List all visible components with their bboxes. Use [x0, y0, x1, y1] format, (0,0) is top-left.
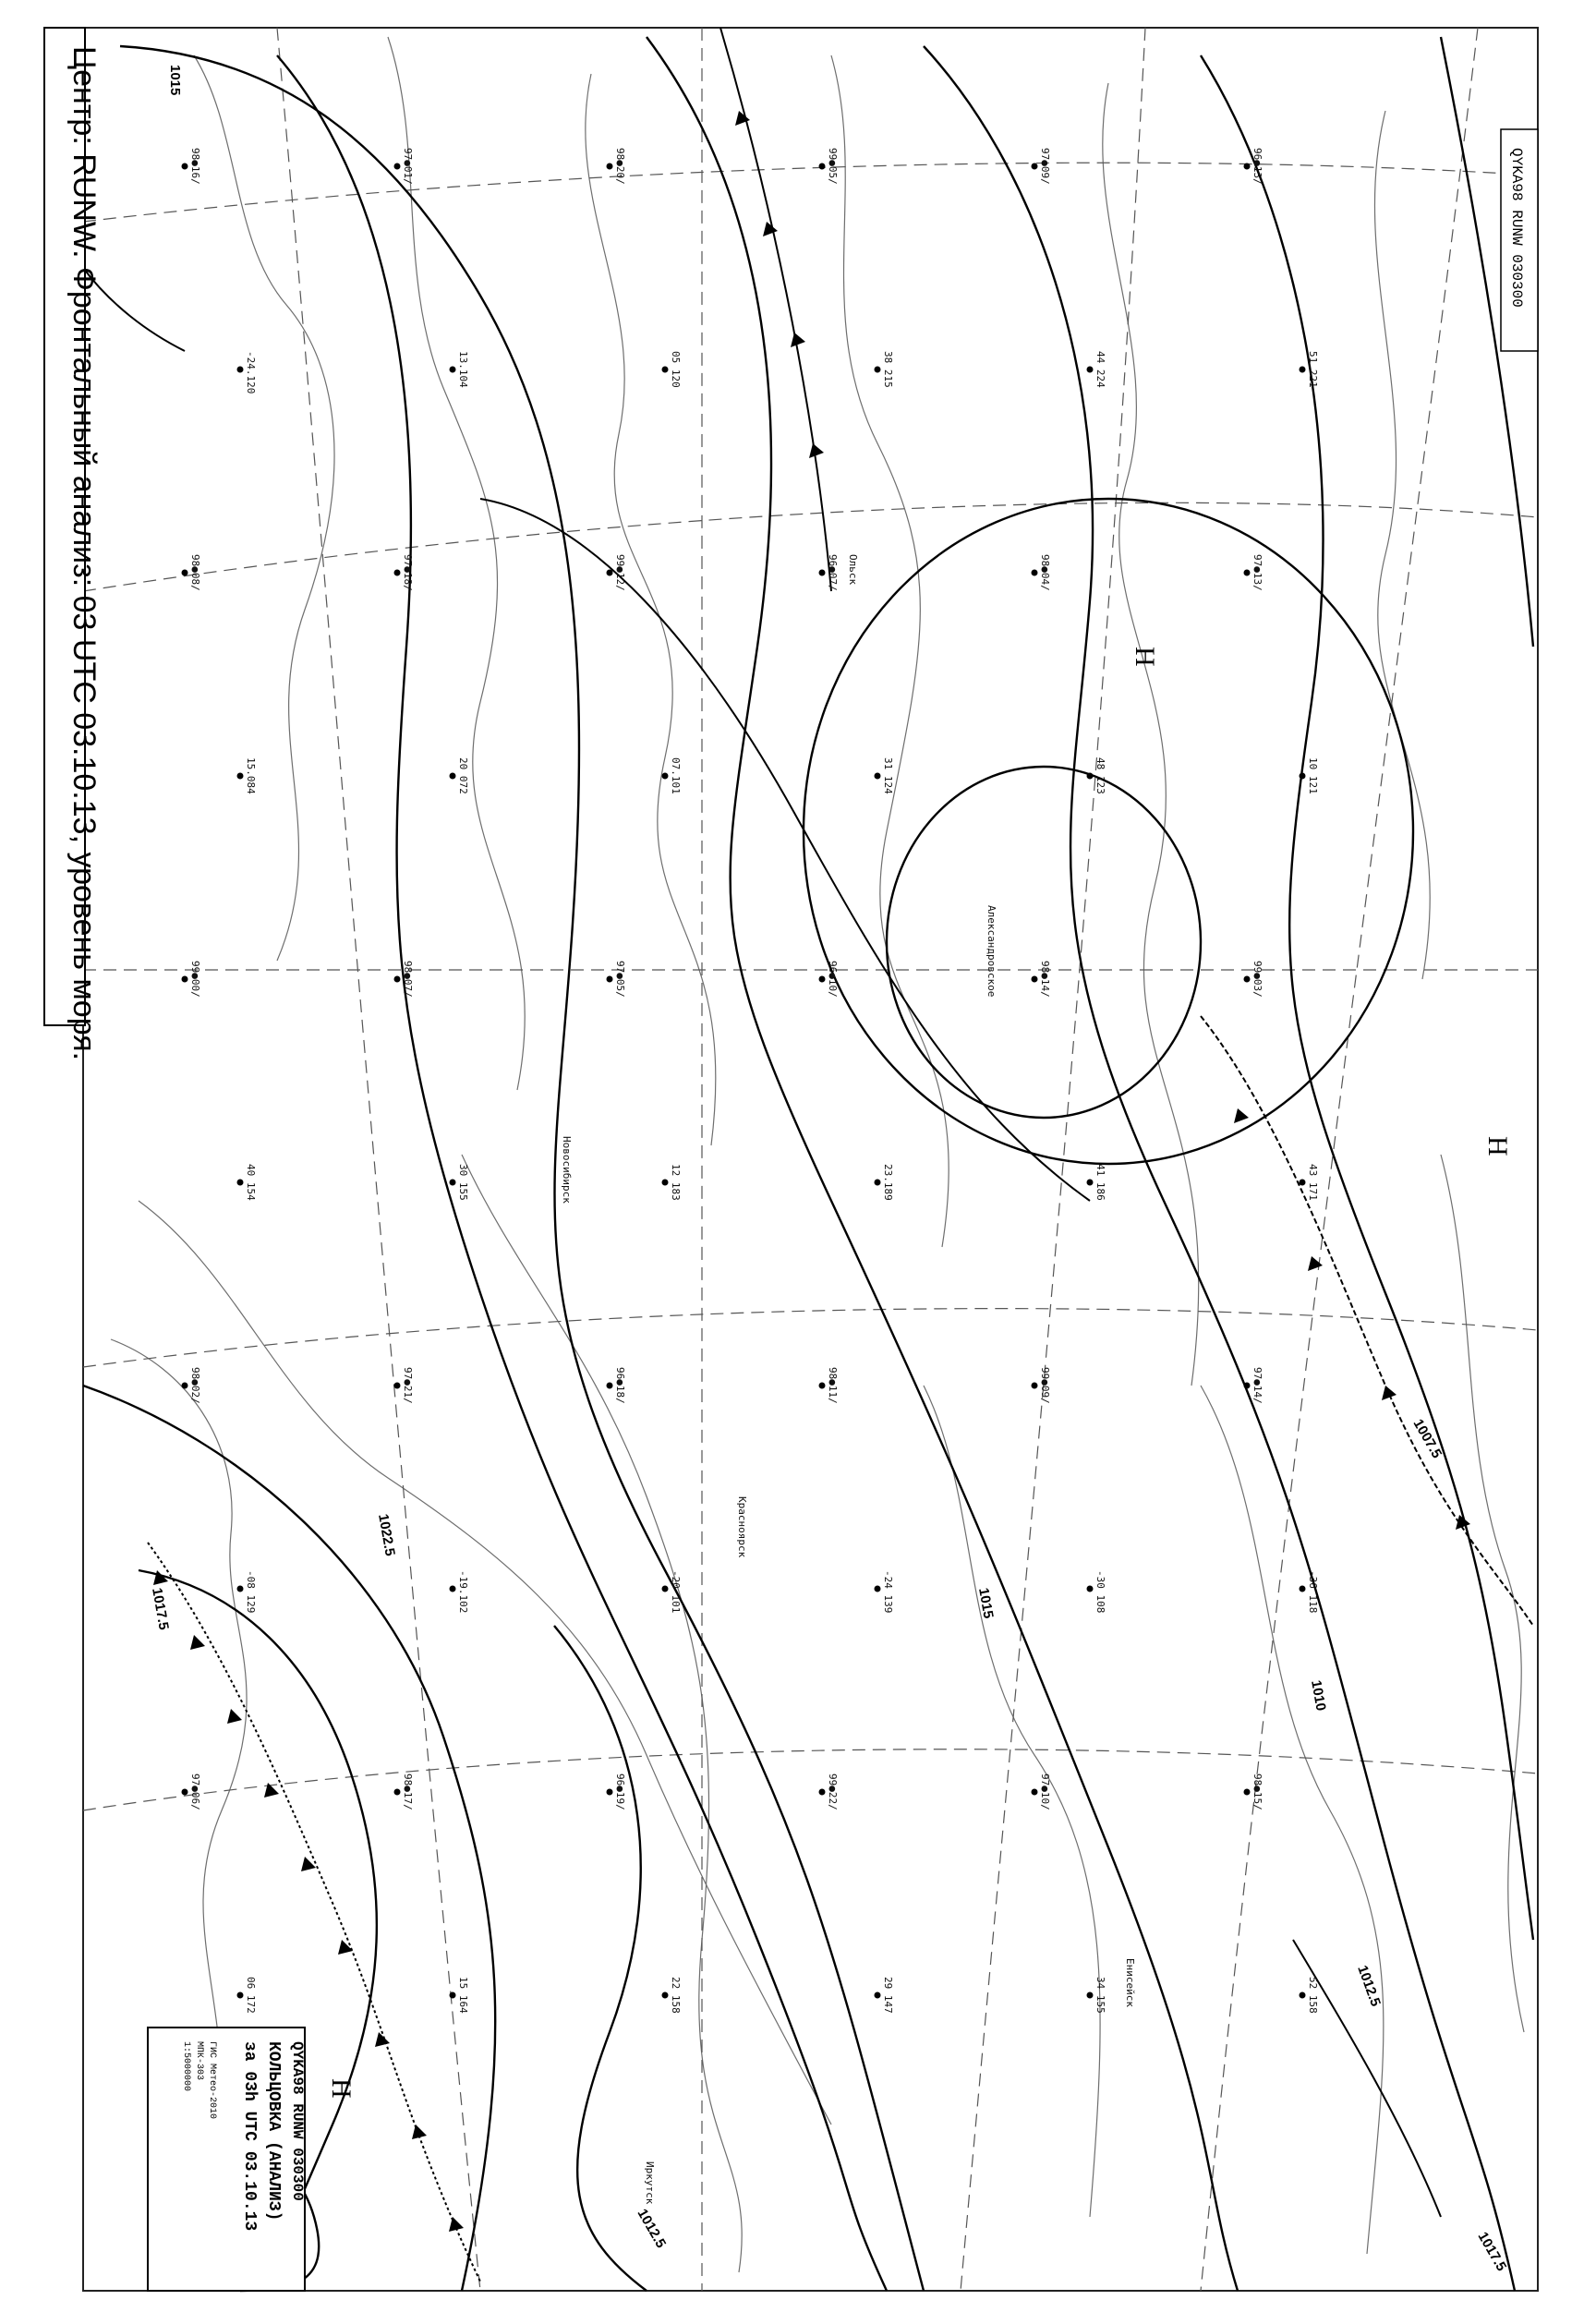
station-label: 07.101 — [670, 757, 682, 794]
station-label: 97●14/ — [1251, 1367, 1264, 1404]
station-label: -24 139 — [882, 1570, 894, 1614]
station-dot — [237, 1992, 244, 1999]
station-label: 06 172 — [245, 1977, 257, 2014]
station-dot — [450, 1586, 456, 1592]
station-dot — [450, 773, 456, 780]
low-center-label: Н — [1130, 647, 1160, 667]
station-label: 98●20/ — [614, 148, 626, 185]
station-dot — [1300, 1586, 1306, 1592]
station-label: 38 215 — [882, 351, 894, 388]
station-label: 10 121 — [1307, 757, 1319, 794]
station-label: 97●18/ — [402, 554, 414, 591]
info-box-line2: за 03h UTC 03.10.13 — [240, 2041, 259, 2232]
station-dot — [875, 773, 881, 780]
station-label: 97●13/ — [1251, 554, 1264, 591]
station-dot — [394, 163, 401, 170]
station-label: 97●05/ — [614, 961, 626, 998]
station-dot — [607, 570, 613, 576]
title-strip — [44, 28, 102, 1060]
station-dot — [237, 773, 244, 780]
station-dot — [1032, 570, 1038, 576]
station-label: 96●07/ — [827, 554, 839, 591]
isobar-label: 1012.5 — [634, 2206, 670, 2251]
station-dot — [607, 1383, 613, 1389]
station-dot — [662, 367, 669, 373]
station-dot — [1244, 163, 1251, 170]
city-label: Красноярск — [736, 1496, 748, 1558]
station-label: -36 118 — [1307, 1570, 1319, 1614]
station-dot — [662, 1992, 669, 1999]
station-dot — [875, 1992, 881, 1999]
station-label: 43 171 — [1307, 1164, 1319, 1201]
station-dot — [662, 1180, 669, 1186]
station-label: 20 072 — [457, 757, 469, 794]
station-dot — [237, 1586, 244, 1592]
station-label: 51 221 — [1307, 351, 1319, 388]
station-dot — [1300, 773, 1306, 780]
station-dot — [182, 1383, 188, 1389]
station-dot — [450, 367, 456, 373]
station-dot — [182, 976, 188, 983]
station-label: 44 224 — [1094, 351, 1106, 388]
station-label: 48 123 — [1094, 757, 1106, 794]
isobar-label: 1017.5 — [1474, 2229, 1510, 2274]
station-dot — [394, 1789, 401, 1796]
city-label: Ольск — [847, 554, 859, 586]
station-dot — [394, 570, 401, 576]
info-box-line4: МПК-303 — [194, 2041, 204, 2081]
station-dot — [1087, 1992, 1094, 1999]
station-label: 96●10/ — [827, 961, 839, 998]
station-dot — [819, 1383, 826, 1389]
station-label: 15 164 — [457, 1977, 469, 2014]
station-dot — [450, 1180, 456, 1186]
station-dot — [1032, 163, 1038, 170]
isobar-label: 1007.5 — [1409, 1416, 1445, 1461]
station-dot — [182, 163, 188, 170]
header-code — [1501, 129, 1538, 351]
station-label: 97●01/ — [402, 148, 414, 185]
station-dot — [394, 976, 401, 983]
isobar-label: 1010 — [1308, 1678, 1329, 1713]
station-label: -19.102 — [457, 1570, 469, 1614]
station-dot — [1087, 773, 1094, 780]
station-label: 99●22/ — [827, 1773, 839, 1810]
station-label: 96●18/ — [614, 1367, 626, 1404]
station-label: 13.104 — [457, 351, 469, 388]
station-label: 97●21/ — [402, 1367, 414, 1404]
station-dot — [1244, 1383, 1251, 1389]
station-dot — [819, 1789, 826, 1796]
map-title: Центр: RUNW. Фронтальный анализ: 03 UTC 03.10.13, уровень моря. — [66, 46, 102, 1061]
station-dot — [1300, 1180, 1306, 1186]
station-dot — [1087, 1180, 1094, 1186]
station-dot — [450, 1992, 456, 1999]
station-dot — [607, 976, 613, 983]
station-dot — [1300, 1992, 1306, 1999]
header-code-text: QYKA98 RUNW 030300 — [1508, 148, 1525, 308]
station-label: -08 129 — [245, 1570, 257, 1614]
info-box — [148, 2028, 306, 2291]
station-dot — [819, 163, 826, 170]
station-label: 96●13/ — [1251, 148, 1264, 185]
station-label: 23.189 — [882, 1164, 894, 1201]
city-label: Иркутск — [644, 2161, 656, 2205]
station-dot — [662, 773, 669, 780]
station-dot — [1300, 367, 1306, 373]
station-label: 99●12/ — [614, 554, 626, 591]
station-label: 99●00/ — [189, 961, 201, 998]
station-label: 98●07/ — [402, 961, 414, 998]
city-label: Новосибирск — [561, 1136, 573, 1204]
station-dot — [1032, 1383, 1038, 1389]
station-dot — [875, 1586, 881, 1592]
station-dot — [1244, 570, 1251, 576]
info-box-line5: 1:5000000 — [181, 2041, 191, 2092]
info-box-line1: КОЛЬЦОВКА (АНАЛИЗ) — [264, 2041, 283, 2221]
station-label: -30 108 — [1094, 1570, 1106, 1614]
station-label: 29 147 — [882, 1977, 894, 2014]
station-label: 97●06/ — [189, 1773, 201, 1810]
station-label: 30 155 — [457, 1164, 469, 1201]
station-label: 98●02/ — [189, 1367, 201, 1404]
station-label: 34 155 — [1094, 1977, 1106, 2014]
station-label: 12 183 — [670, 1164, 682, 1201]
station-label: 52 158 — [1307, 1977, 1319, 2014]
info-box-line3: ГИС Метео-2010 — [207, 2041, 217, 2120]
station-dot — [819, 570, 826, 576]
city-label: Енисейск — [1124, 1958, 1136, 2007]
station-label: 96●19/ — [614, 1773, 626, 1810]
station-label: 98●17/ — [402, 1773, 414, 1810]
station-label: 99●05/ — [827, 148, 839, 185]
station-label: 40 154 — [245, 1164, 257, 1201]
station-dot — [875, 367, 881, 373]
info-box-code: QYKA98 RUNW 030300 — [289, 2041, 306, 2201]
isobar-label: 1015 — [975, 1586, 997, 1620]
station-dot — [819, 976, 826, 983]
city-label: Александровское — [985, 905, 998, 998]
station-label: 22 158 — [670, 1977, 682, 2014]
isobar-label: 1022.5 — [375, 1512, 398, 1557]
station-dot — [1087, 367, 1094, 373]
station-label: 97●10/ — [1039, 1773, 1051, 1810]
station-dot — [1087, 1586, 1094, 1592]
station-dot — [237, 1180, 244, 1186]
station-dot — [394, 1383, 401, 1389]
station-dot — [607, 163, 613, 170]
low-center-label: Н — [326, 2078, 357, 2099]
station-dot — [1244, 976, 1251, 983]
station-dot — [662, 1586, 669, 1592]
low-center-label: Н — [1482, 1136, 1513, 1156]
station-dot — [607, 1789, 613, 1796]
station-label: 99●03/ — [1251, 961, 1264, 998]
station-dot — [875, 1180, 881, 1186]
station-label: 98●16/ — [189, 148, 201, 185]
station-dot — [182, 1789, 188, 1796]
station-label: 98●15/ — [1251, 1773, 1264, 1810]
station-label: 98●14/ — [1039, 961, 1051, 998]
station-label: -20 101 — [670, 1570, 682, 1614]
station-dot — [182, 570, 188, 576]
station-label: 98●11/ — [827, 1367, 839, 1404]
station-dot — [237, 367, 244, 373]
isobar-label: 1015 — [167, 65, 183, 96]
station-label: 31 124 — [882, 757, 894, 794]
station-label: 98●04/ — [1039, 554, 1051, 591]
station-dot — [1244, 1789, 1251, 1796]
station-dot — [1032, 976, 1038, 983]
station-dot — [1032, 1789, 1038, 1796]
isobar-label: 1012.5 — [1354, 1963, 1384, 2009]
station-label: -24.120 — [245, 351, 257, 394]
station-label: 99●09/ — [1039, 1367, 1051, 1404]
station-label: 97●09/ — [1039, 148, 1051, 185]
isobar-label: 1017.5 — [149, 1586, 172, 1631]
station-label: 98●08/ — [189, 554, 201, 591]
station-label: 15.084 — [245, 757, 257, 794]
station-label: 05 120 — [670, 351, 682, 388]
station-label: 41 186 — [1094, 1164, 1106, 1201]
